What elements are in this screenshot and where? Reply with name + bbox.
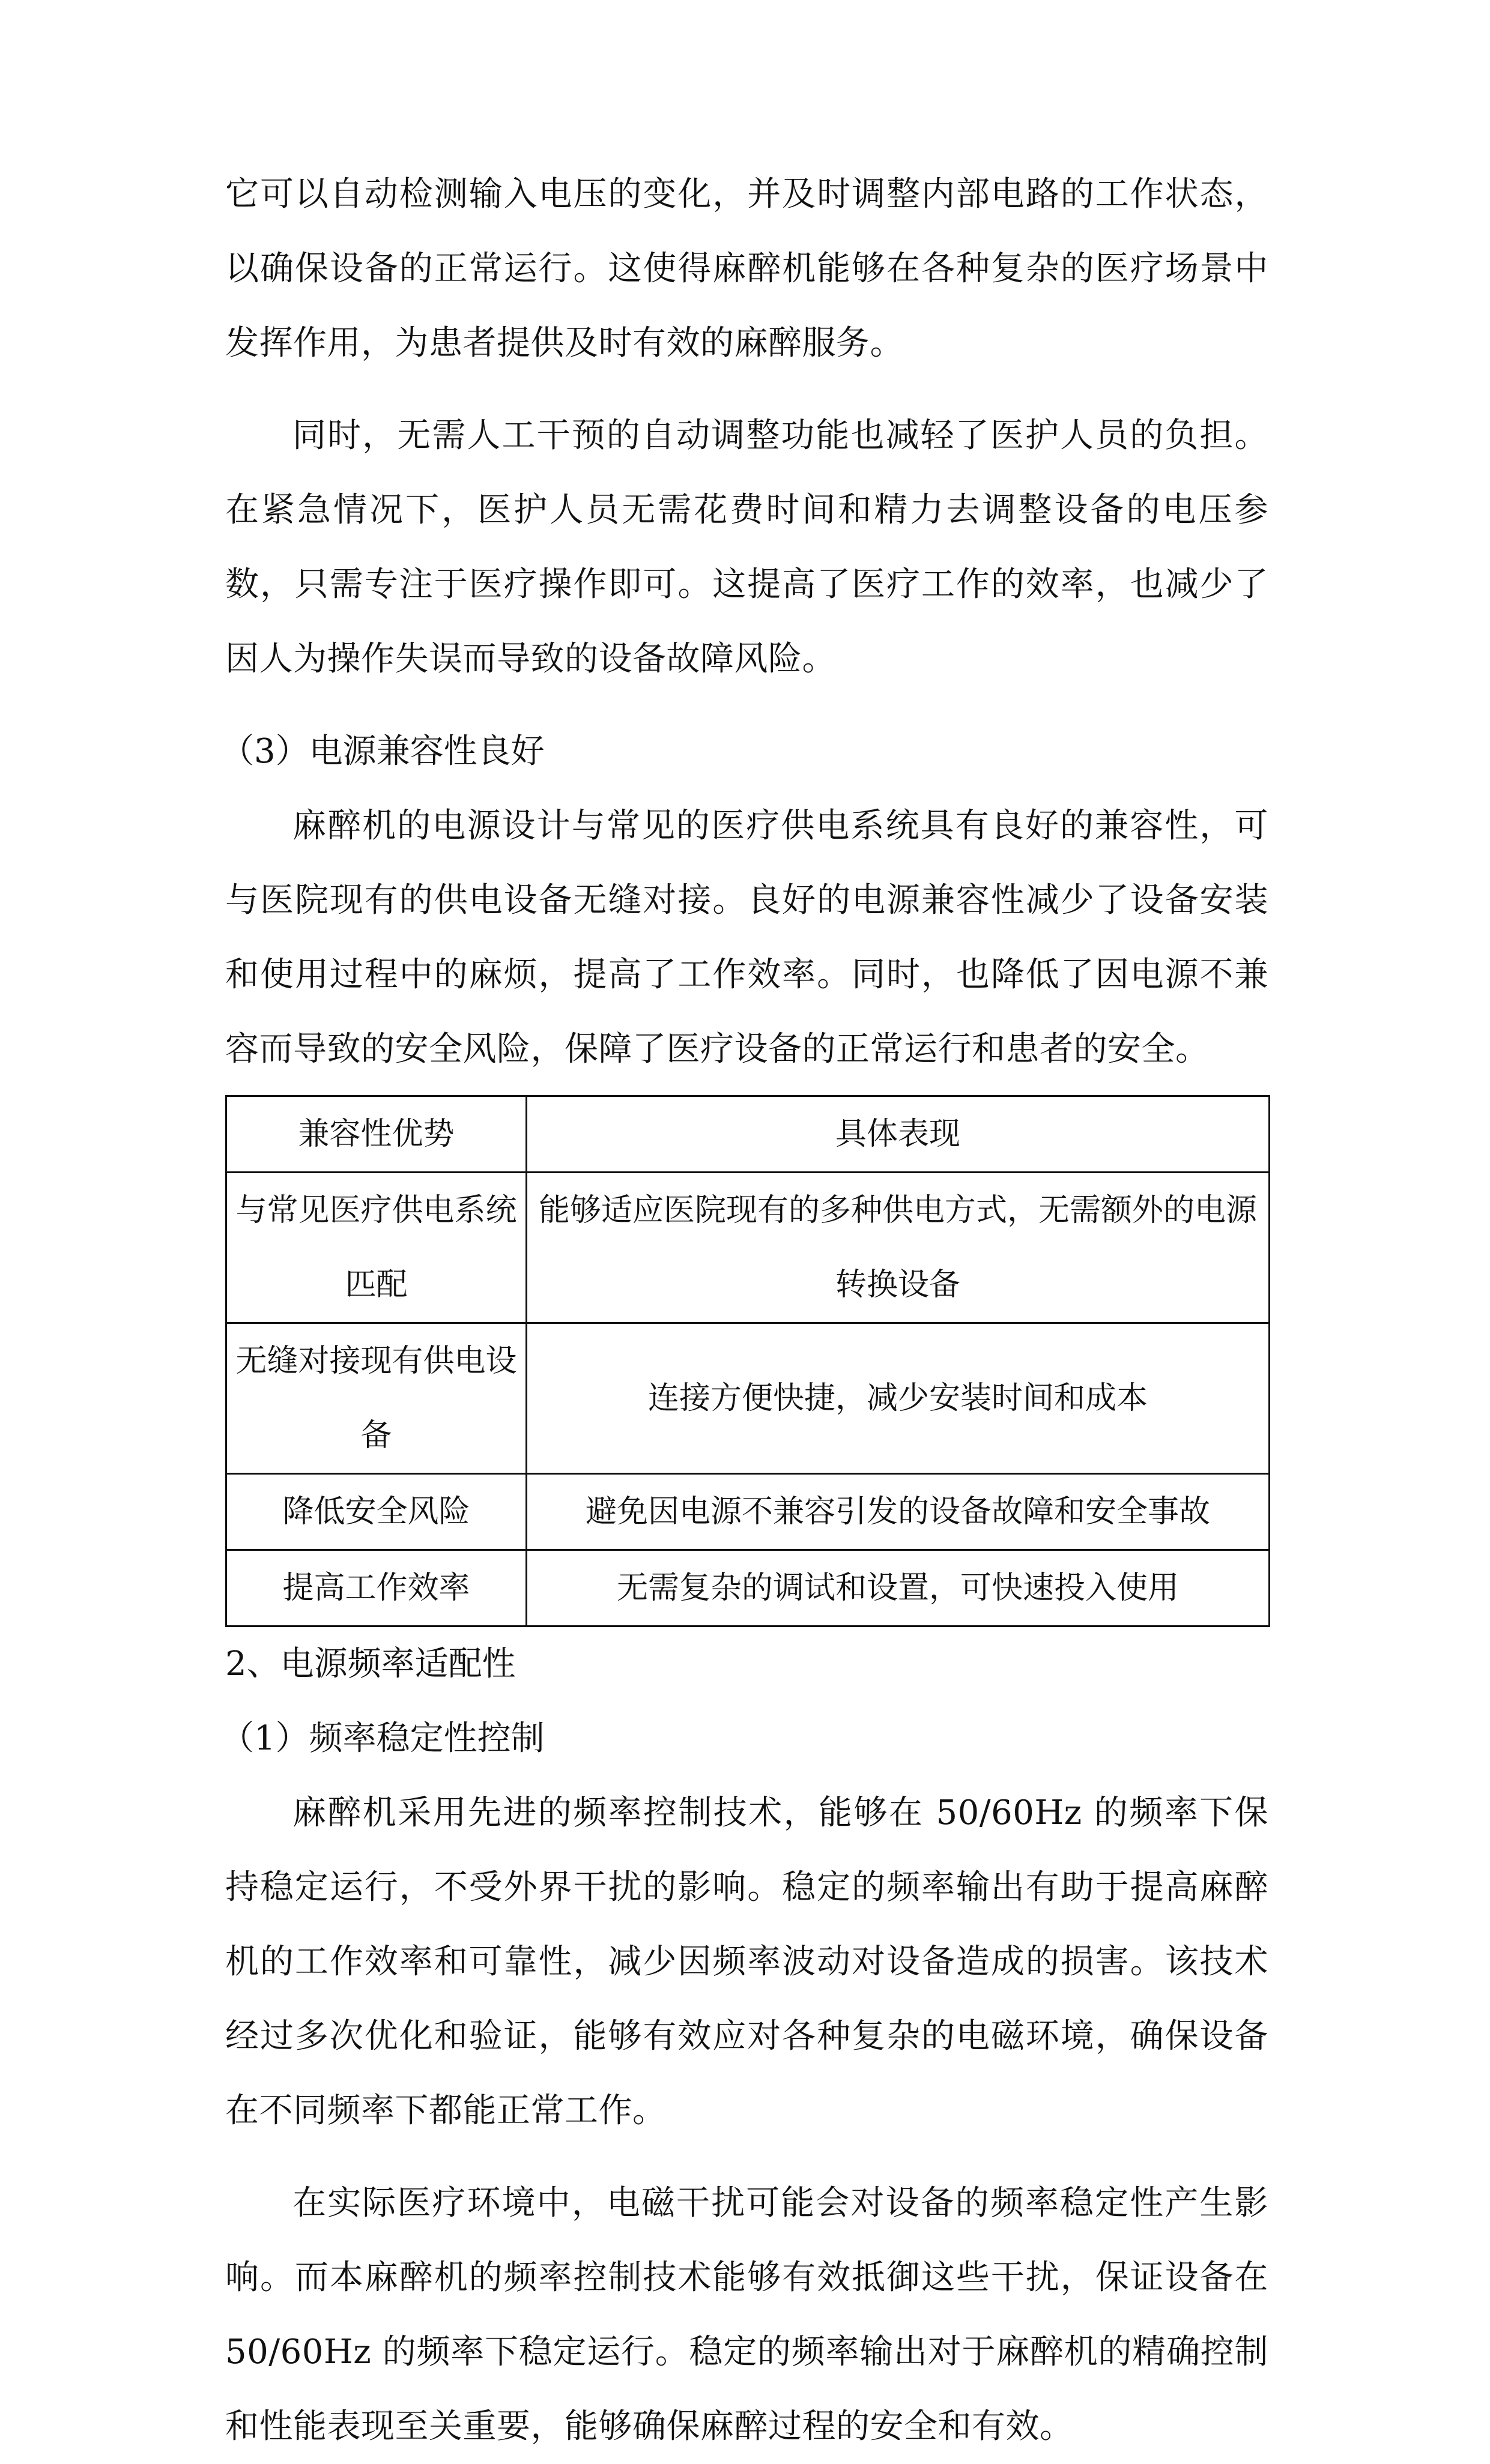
table-header-row xyxy=(226,1096,1270,1173)
table-cell: 降低安全风险 xyxy=(226,1474,527,1550)
section-heading-power-compatibility: （3）电源兼容性良好 xyxy=(220,732,545,771)
paragraph-auto-adjust-benefit: 同时，无需人工干预的自动调整功能也减轻了医护人员的负担。在紧急情况下，医护人员无需花费时间和精力去调整设备的电压参数，只需专注于医疗操作即可。这提高了医疗工作的效率，也减少了因人为操作失误而导致的设备故障风险。 xyxy=(225,416,1268,678)
section-heading-frequency-stability: （1）频率稳定性控制 xyxy=(220,1719,545,1758)
paragraph-power-compatibility: 麻醉机的电源设计与常见的医疗供电系统具有良好的兼容性，可与医院现有的供电设备无缝对接。良好的电源兼容性减少了设备安装和使用过程中的麻烦，提高了工作效率。同时，也降低了因电源不兼容而导致的安全风险，保障了医疗设备的正常运行和患者的安全。 xyxy=(225,806,1268,1069)
table-cell: 无需复杂的调试和设置，可快速投入使用 xyxy=(527,1550,1270,1626)
paragraph-voltage-auto-detect: 它可以自动检测输入电压的变化，并及时调整内部电路的工作状态，以确保设备的正常运行。这使得麻醉机能够在各种复杂的医疗场景中发挥作用，为患者提供及时有效的麻醉服务。 xyxy=(225,175,1268,363)
table-row xyxy=(226,1323,1270,1474)
table-cell: 连接方便快捷，减少安装时间和成本 xyxy=(527,1323,1270,1474)
table-cell: 与常见医疗供电系统匹配 xyxy=(226,1173,527,1323)
table-header-cell: 兼容性优势 xyxy=(226,1096,527,1173)
document-body xyxy=(220,157,1268,2464)
section-heading-frequency: 2、电源频率适配性 xyxy=(225,1644,516,1683)
table-row xyxy=(226,1474,1270,1550)
table-row xyxy=(226,1173,1270,1323)
table-row xyxy=(226,1550,1270,1626)
table-cell: 无缝对接现有供电设备 xyxy=(226,1323,527,1474)
table-cell: 提高工作效率 xyxy=(226,1550,527,1626)
paragraph-emi-resistance: 在实际医疗环境中，电磁干扰可能会对设备的频率稳定性产生影响。而本麻醉机的频率控制技术能够有效抵御这些干扰，保证设备在 50/60Hz 的频率下稳定运行。稳定的频率输出对于麻醉机的精确控制和性能表现至关重要，能够确保麻醉过程的安全和有效。 xyxy=(225,2184,1268,2446)
paragraph-frequency-control: 麻醉机采用先进的频率控制技术，能够在 50/60Hz 的频率下保持稳定运行，不受外界干扰的影响。稳定的频率输出有助于提高麻醉机的工作效率和可靠性，减少因频率波动对设备造成的损害。该技术经过多次优化和验证，能够有效应对各种复杂的电磁环境，确保设备在不同频率下都能正常工作。 xyxy=(225,1793,1268,2130)
table-header-cell: 具体表现 xyxy=(527,1096,1270,1173)
compatibility-table xyxy=(225,1095,1270,1627)
table-cell: 避免因电源不兼容引发的设备故障和安全事故 xyxy=(527,1474,1270,1550)
table-cell: 能够适应医院现有的多种供电方式，无需额外的电源转换设备 xyxy=(527,1173,1270,1323)
